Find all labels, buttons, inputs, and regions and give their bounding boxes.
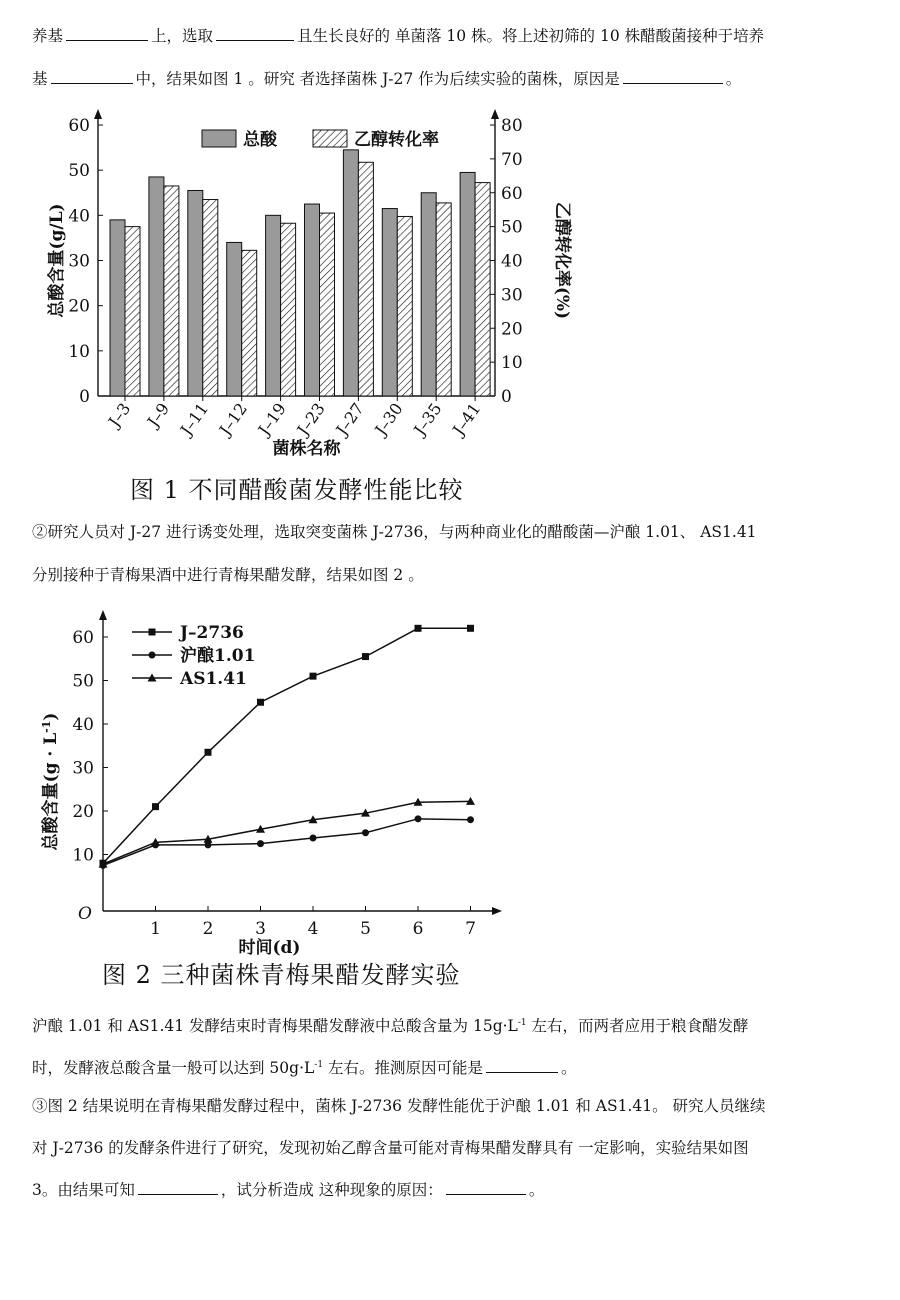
legend-label-ethanol: 乙醇转化率 — [354, 130, 439, 150]
left-tick-label: 30 — [68, 251, 90, 272]
text-segment: 时，发酵液总酸含量一般可以达到 50g·L — [32, 1059, 315, 1078]
left-tick-label: 20 — [68, 296, 90, 317]
y-axis-arrow-icon — [99, 610, 107, 620]
bar-total-acid — [188, 190, 203, 396]
right-axis-label: 乙醇转化率(%) — [552, 201, 572, 320]
data-point — [415, 625, 422, 632]
answer-blank-1[interactable] — [66, 23, 148, 41]
data-point — [257, 840, 264, 847]
data-point — [467, 625, 474, 632]
line-chart-figure-2 — [30, 600, 530, 960]
legend-swatch-total-acid — [202, 130, 236, 147]
data-point — [467, 816, 474, 823]
x-tick-label: J–3 — [104, 399, 135, 431]
paragraph-3: ②研究人员对 J-27 进行诱变处理，选取突变菌株 J-2736，与两种商业化的醋酸菌—沪酿 1.01、 AS1.41 — [32, 523, 757, 541]
figure-1-caption: 图 1 不同醋酸菌发酵性能比较 — [130, 476, 464, 504]
y-axis-label: 总酸含量$(g \cdot L^{-1})$ — [40, 712, 61, 851]
series-line — [103, 628, 471, 863]
x-tick-label: 3 — [255, 919, 266, 939]
text-segment: 基 — [32, 70, 48, 88]
x-axis-arrow-icon — [492, 907, 502, 915]
bar-total-acid — [149, 177, 164, 396]
y-tick-label: 10 — [72, 845, 94, 866]
legend-marker-icon — [149, 629, 156, 636]
left-tick-label: 40 — [68, 206, 90, 227]
legend-marker-icon — [149, 652, 156, 659]
x-tick-label: 4 — [307, 919, 319, 939]
bar-total-acid — [227, 242, 242, 396]
x-tick-label: 7 — [465, 919, 476, 939]
bar-chart-figure-1 — [40, 100, 580, 465]
x-axis-label: 时间(d) — [238, 938, 301, 958]
y-tick-label: 40 — [72, 715, 94, 735]
text-segment: 。 — [528, 1181, 545, 1199]
legend-swatch-ethanol — [313, 130, 347, 147]
legend-label-total-acid: 总酸 — [243, 130, 277, 150]
paragraph-5 — [32, 1005, 877, 1044]
bar-ethanol-conversion — [436, 203, 451, 396]
x-tick-label: J–35 — [409, 399, 446, 439]
y-tick-label: 30 — [72, 758, 94, 779]
x-tick-label: 1 — [150, 919, 161, 939]
x-axis-label: 菌株名称 — [272, 439, 341, 459]
left-tick-label: 50 — [68, 161, 90, 182]
right-tick-label: 80 — [501, 116, 523, 136]
bar-total-acid — [460, 172, 475, 396]
data-point — [415, 815, 422, 822]
left-axis-arrow-icon — [94, 109, 102, 119]
left-axis-label: 总酸含量(g/L) — [47, 203, 67, 318]
paragraph-1 — [32, 18, 877, 54]
paragraph-6 — [32, 1047, 877, 1086]
text-segment: 左右。推测原因可能是 — [323, 1059, 484, 1078]
text-segment: 且生长良好的 单菌落 10 株。将上述初筛的 10 株醋酸菌接种于培养 — [297, 27, 765, 45]
x-tick-label: J–11 — [176, 399, 213, 439]
bar-total-acid — [382, 209, 397, 396]
text-segment: 中，结果如图 1 。研究 者选择菌株 J-27 作为后续实验的菌株，原因是 — [135, 70, 620, 88]
right-axis-arrow-icon — [491, 109, 499, 119]
text-segment: 沪酿 1.01 和 AS1.41 发酵结束时青梅果醋发酵液中总酸含量为 15g·L — [32, 1017, 518, 1036]
bar-ethanol-conversion — [397, 216, 412, 396]
data-point — [257, 699, 264, 706]
data-point — [362, 653, 369, 660]
answer-blank-6[interactable] — [138, 1177, 218, 1195]
answer-blank-4[interactable] — [623, 66, 723, 84]
x-tick-label: 5 — [360, 919, 371, 939]
bar-ethanol-conversion — [475, 183, 490, 396]
data-point — [310, 673, 317, 680]
data-point — [310, 834, 317, 841]
text-segment: ，试分析造成 这种现象的原因： — [220, 1181, 443, 1199]
answer-blank-7[interactable] — [446, 1177, 526, 1195]
bar-ethanol-conversion — [242, 250, 257, 396]
paragraph-4: 分别接种于青梅果酒中进行青梅果醋发酵，结果如图 2 。 — [32, 566, 424, 584]
answer-blank-3[interactable] — [51, 66, 133, 84]
answer-blank-2[interactable] — [216, 23, 294, 41]
x-tick-label: 2 — [202, 919, 214, 939]
x-tick-label: J–12 — [215, 399, 251, 439]
right-tick-label: 10 — [501, 353, 523, 374]
bar-total-acid — [110, 220, 125, 396]
right-tick-label: 50 — [501, 217, 523, 238]
right-tick-label: 30 — [501, 285, 523, 306]
superscript: -1 — [314, 1060, 324, 1070]
data-point — [205, 749, 212, 756]
data-point — [152, 803, 159, 810]
bar-total-acid — [266, 215, 281, 396]
bar-ethanol-conversion — [358, 162, 373, 396]
bar-ethanol-conversion — [281, 223, 296, 396]
data-point — [362, 829, 369, 836]
text-segment: 养基 — [32, 27, 64, 45]
left-tick-label: 0 — [79, 387, 90, 407]
x-tick-label: J–27 — [332, 399, 368, 439]
x-tick-label: J–19 — [254, 399, 290, 439]
paragraph-8: 对 J-2736 的发酵条件进行了研究，发现初始乙醇含量可能对青梅果醋发酵具有 一定影响，实验结果如图 — [32, 1139, 749, 1157]
left-tick-label: 10 — [68, 341, 90, 362]
paragraph-9 — [32, 1172, 877, 1208]
bar-ethanol-conversion — [203, 200, 218, 396]
right-tick-label: 60 — [501, 183, 523, 204]
origin-label: O — [78, 904, 92, 924]
right-tick-label: 70 — [501, 149, 523, 170]
y-tick-label: 50 — [72, 671, 94, 692]
legend-label: 沪酿1.01 — [180, 646, 256, 666]
answer-blank-5[interactable] — [486, 1055, 558, 1073]
superscript: -1 — [517, 1018, 527, 1028]
text-segment: 3。由结果可知 — [32, 1181, 135, 1199]
x-tick-label: J–30 — [371, 399, 407, 439]
x-tick-label: J–9 — [143, 399, 174, 431]
text-segment: 左右，而两者应用于粮食醋发酵 — [526, 1017, 749, 1036]
figure-2-caption: 图 2 三种菌株青梅果醋发酵实验 — [102, 961, 461, 989]
right-tick-label: 40 — [501, 251, 523, 272]
x-tick-label: 6 — [412, 919, 424, 939]
bar-total-acid — [421, 193, 436, 396]
text-segment: 。 — [725, 70, 742, 88]
text-segment: 上，选取 — [151, 27, 214, 45]
right-tick-label: 0 — [501, 387, 512, 407]
bar-ethanol-conversion — [320, 213, 335, 396]
bar-ethanol-conversion — [164, 186, 179, 396]
left-tick-label: 60 — [68, 116, 90, 136]
legend-label: J–2736 — [180, 623, 244, 643]
paragraph-2 — [32, 61, 877, 97]
x-tick-label: J–41 — [448, 399, 485, 439]
y-tick-label: 20 — [72, 802, 94, 822]
y-tick-label: 60 — [72, 628, 94, 648]
series-line — [103, 801, 471, 864]
legend-label: AS1.41 — [180, 669, 247, 689]
bar-ethanol-conversion — [125, 227, 140, 396]
right-tick-label: 20 — [501, 319, 523, 340]
text-segment: 。 — [561, 1059, 577, 1078]
x-tick-label: J–23 — [293, 399, 329, 439]
bar-total-acid — [305, 204, 320, 396]
bar-total-acid — [343, 150, 358, 396]
paragraph-7: ③图 2 结果说明在青梅果醋发酵过程中，菌株 J-2736 发酵性能优于沪酿 1.01 和 AS1.41。 研究人员继续 — [32, 1097, 766, 1115]
